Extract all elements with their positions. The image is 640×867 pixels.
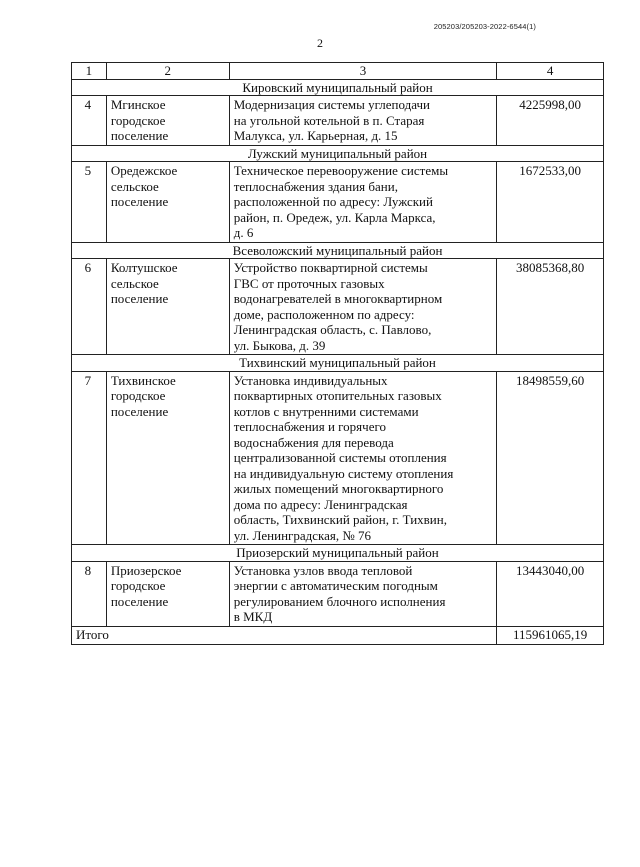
table-row [72, 96, 604, 146]
header-col-2: 2 [106, 63, 229, 80]
amount: 4225998,00 [497, 96, 604, 146]
project-description-line: расположенной по адресу: Лужский [233, 194, 433, 209]
header-col-3: 3 [229, 63, 497, 80]
amount: 18498559,60 [497, 371, 604, 545]
district-row [72, 242, 604, 259]
amount: 1672533,00 [497, 162, 604, 243]
district-name: Приозерский муниципальный район [72, 545, 604, 562]
district-row [72, 355, 604, 372]
table-row [72, 162, 604, 243]
settlement-name [106, 561, 229, 626]
amount: 38085368,80 [497, 259, 604, 355]
settlement-name-line: поселение [110, 291, 169, 306]
settlement-name-line: сельское [110, 275, 159, 291]
project-description-line: Установка индивидуальных [233, 372, 388, 388]
project-description-line: на индивидуальную систему отопления [233, 465, 454, 481]
settlement-name-line: Оредежское [110, 163, 178, 178]
settlement-name-line: поселение [110, 593, 169, 609]
project-description [229, 96, 497, 146]
project-description-line: централизованной системы отопления [233, 450, 447, 465]
row-number: 5 [72, 162, 107, 243]
district-name: Всеволожский муниципальный район [72, 242, 604, 259]
settlement-name [106, 259, 229, 355]
project-description-line: на угольной котельной в п. Старая [233, 112, 425, 128]
project-description-line: энергии с автоматическим погодным [233, 578, 438, 593]
table-row [72, 259, 604, 355]
funding-table [71, 62, 604, 645]
project-description-line: Устройство поквартирной системы [233, 260, 428, 275]
project-description-line: Модернизация системы углеподачи [233, 97, 430, 112]
project-description-line: теплоснабжения и горячего [233, 419, 386, 434]
district-name: Кировский муниципальный район [72, 79, 604, 96]
row-number: 8 [72, 561, 107, 626]
project-description-line: поквартирных отопительных газовых [233, 388, 442, 403]
settlement-name-line: городское [110, 112, 166, 128]
project-description-line: Техническое перевооружение системы [233, 163, 449, 178]
settlement-name-line: Приозерское [110, 562, 182, 578]
district-name: Лужский муниципальный район [72, 145, 604, 162]
project-description-line: ГВС от проточных газовых [233, 275, 385, 291]
district-name: Тихвинский муниципальный район [72, 355, 604, 372]
settlement-name-line: поселение [110, 128, 169, 143]
settlement-name [106, 162, 229, 243]
project-description [229, 259, 497, 355]
project-description-line: район, п. Оредеж, ул. Карла Маркса, [233, 209, 436, 225]
settlement-name-line: сельское [110, 178, 159, 194]
total-row [72, 626, 604, 645]
settlement-name-line: Мгинское [110, 97, 166, 112]
settlement-name-line: Тихвинское [110, 372, 176, 388]
settlement-name [106, 96, 229, 146]
project-description-line: ул. Ленинградская, № 76 [233, 527, 372, 543]
project-description-line: Установка узлов ввода тепловой [233, 562, 413, 578]
table-row [72, 561, 604, 626]
settlement-name-line: городское [110, 578, 166, 593]
table-row [72, 371, 604, 545]
project-description-line: котлов с внутренними системами [233, 403, 419, 419]
project-description-line: д. 6 [233, 225, 254, 240]
amount: 13443040,00 [497, 561, 604, 626]
project-description-line: водоснабжения для перевода [233, 434, 394, 450]
district-row [72, 545, 604, 562]
total-amount: 115961065,19 [497, 626, 604, 645]
settlement-name-line: Колтушское [110, 260, 178, 275]
page-number: 2 [317, 36, 323, 50]
total-label: Итого [72, 626, 497, 645]
project-description-line: в МКД [233, 609, 273, 624]
header-col-4: 4 [497, 63, 604, 80]
project-description-line: жилых помещений многоквартирного [233, 481, 444, 496]
district-row [72, 79, 604, 96]
header-row [72, 63, 604, 80]
district-row [72, 145, 604, 162]
project-description-line: теплоснабжения здания бани, [233, 178, 398, 194]
project-description [229, 162, 497, 243]
settlement-name-line: поселение [110, 403, 169, 419]
settlement-name [106, 371, 229, 545]
settlement-name-line: городское [110, 388, 166, 403]
project-description-line: дома по адресу: Ленинградская [233, 496, 408, 512]
row-number: 4 [72, 96, 107, 146]
project-description-line: водонагревателей в многоквартирном [233, 291, 443, 306]
row-number: 6 [72, 259, 107, 355]
document-id: 205203/205203-2022-6544(1) [433, 22, 536, 31]
header-col-1: 1 [72, 63, 107, 80]
project-description-line: Малукса, ул. Карьерная, д. 15 [233, 128, 398, 143]
row-number: 7 [72, 371, 107, 545]
project-description-line: доме, расположенном по адресу: [233, 306, 415, 322]
project-description-line: область, Тихвинский район, г. Тихвин, [233, 512, 447, 527]
settlement-name-line: поселение [110, 194, 169, 209]
funding-table-body [72, 63, 604, 645]
project-description [229, 561, 497, 626]
project-description-line: Ленинградская область, с. Павлово, [233, 322, 432, 337]
project-description-line: ул. Быкова, д. 39 [233, 337, 326, 353]
project-description [229, 371, 497, 545]
project-description-line: регулированием блочного исполнения [233, 593, 446, 609]
